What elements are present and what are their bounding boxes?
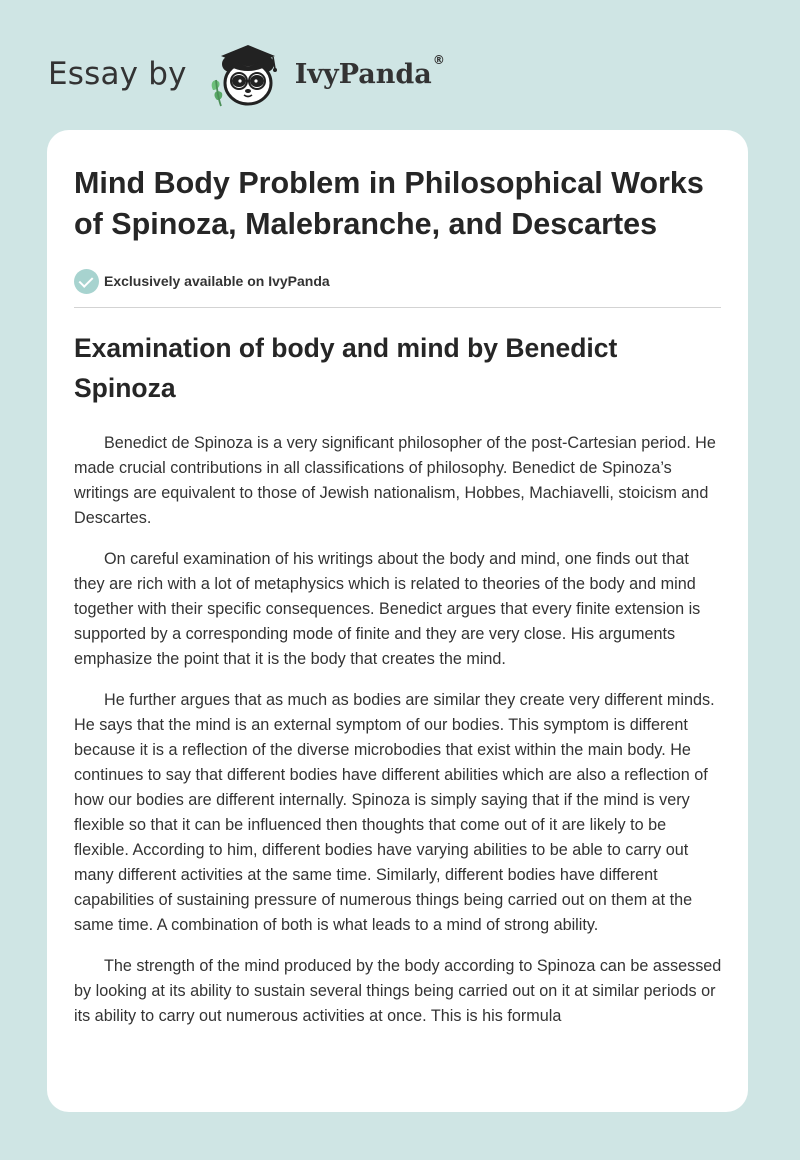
paragraph: On careful examination of his writings about the body and mind, one finds out that they are rich with a lot of metaphysics which is related to theories of the body and mind together with their specific consequences. Benedict argues that every finite extension is supported by a corresponding mode of finite and they are very close. His arguments emphasize the point that it is the body that creates the mind. — [74, 550, 701, 668]
paragraph: The strength of the mind produced by the body according to Spinoza can be assessed by looking at its ability to sustain several things being carried out on it at similar periods or its ability to carry out numerous activities at once. This is his formula — [74, 957, 722, 1025]
registered-mark: ® — [432, 53, 445, 67]
exclusive-badge — [74, 268, 722, 294]
title-divider — [74, 307, 721, 308]
checkmark-circle-icon — [74, 269, 99, 294]
essay-card — [47, 130, 748, 1112]
brand-name[interactable]: IvyPanda — [294, 58, 432, 90]
paragraph: Benedict de Spinoza is a very significant philosopher of the post-Cartesian period. He made crucial contributions in all classifications of philosophy. Benedict de Spinoza’s writings are equivalent to those of Jewish nationalism, Hobbes, Machiavelli, stoicism and Descartes. — [74, 434, 716, 527]
exclusive-label: Exclusively available on IvyPanda — [104, 273, 330, 289]
essay-title: Mind Body Problem in Philosophical Works of Spinoza, Malebranche, and Descartes — [74, 166, 704, 241]
panda-graduate-logo-icon[interactable] — [203, 36, 293, 112]
paragraph: He further argues that as much as bodies are similar they create very different minds. He says that the mind is an external symptom of our bodies. This symptom is different because it is a reflection of the diverse microbodies that exist within the main body. He continues to say that different bodies have different abilities which are also a reflection of how our bodies are different internally. Spinoza is simply saying that if the mind is very flexible so that it can be influenced then thoughts that come out of it are likely to be flexible. According to him, different bodies have varying abilities to be able to carry out many different activities at the same time. Similarly, different bodies have different capabilities of sustaining pressure of numerous things being carried out on them at the same time. A combination of both is what leads to a mind of strong ability. — [74, 691, 715, 934]
site-header — [48, 34, 445, 114]
essay-by-label: Essay by — [48, 56, 187, 92]
section-heading: Examination of body and mind by Benedict Spinoza — [74, 333, 618, 403]
